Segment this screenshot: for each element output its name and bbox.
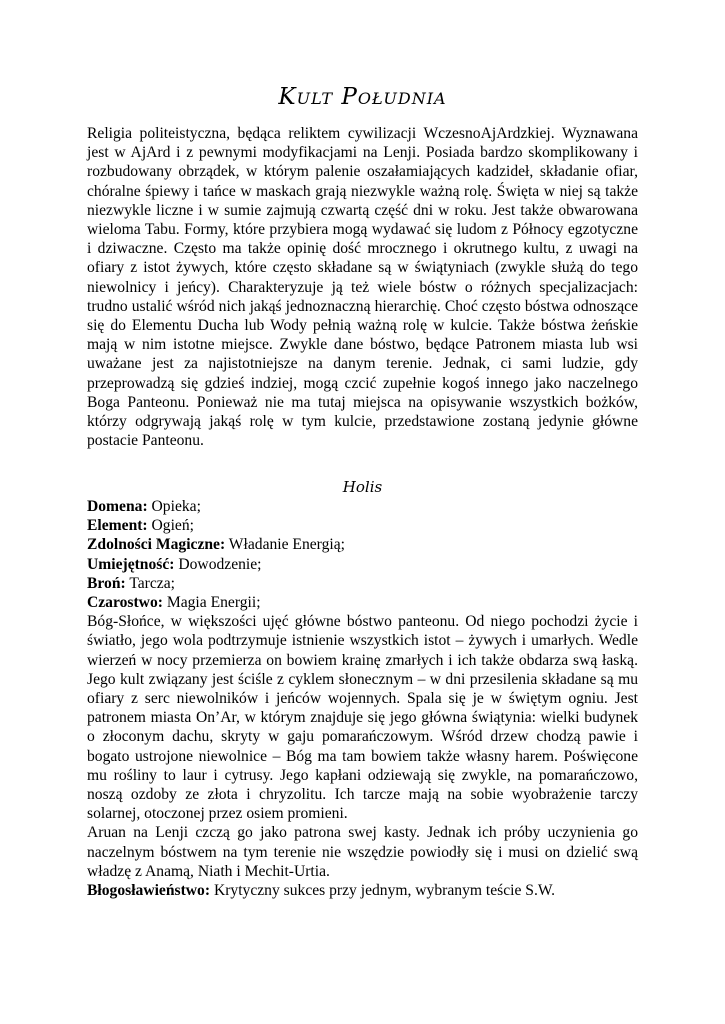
intro-paragraph: Religia politeistyczna, będąca reliktem cywilizacji WczesnoAjArdzkiej. Wyznawana jest w AjArd i z pewnymi modyfikacjami na Lenji. Posiada bardzo skomplikowany i rozbudowany obrządek, w którym palenie oszałamiających kadzideł, składanie ofiar, chóralne śpiewy i tańce w maskach grają niezwykle ważną rolę. Święta w niej są także niezwykle liczne i w sumie zajmują czwartą część dni w roku. Jest także obwarowana wieloma Tabu. Formy, które przybiera mogą wydawać się ludom z Północy egzotyczne i dziwaczne. Często ma także opinię dość mrocznego i okrutnego kultu, z uwagi na ofiary z istot żywych, które często składane są w świątyniach (zwykle służą do tego niewolnicy i jeńcy). Charakteryzuje ją też wiele bóstw o różnych specjalizacjach: trudno ustalić wśród nich jakąś jednoznaczną hierarchię. Choć często bóstwa odnoszące się do Elementu Ducha lub Wody pełnią ważną rolę w kulcie. Także bóstwa żeńskie mają w nim istotne miejsce. Zwykle dane bóstwo, będące Patronem miasta lub wsi uważane jest za najistotniejsze na danym terenie. Jednak, ci sami ludzie, gdy przeprowadzą się gdzieś indziej, mogą czcić zupełnie kogoś innego jako naczelnego Boga Panteonu. Ponieważ nie ma tutaj miejsca na opisywanie wszystkich bożków, którzy odgrywają jakąś rolę w tym kulcie, przedstawione zostaną jedynie główne postacie Panteonu. <box>87 125 638 450</box>
field-label: Zdolności Magiczne: <box>87 536 226 554</box>
field-value: Władanie Energią; <box>228 536 345 554</box>
field-skill <box>87 555 638 574</box>
field-label: Czarostwo: <box>87 594 163 612</box>
field-domain <box>87 497 638 516</box>
field-label: Domena: <box>87 498 148 515</box>
deity-description: Bóg-Słońce, w większości ujęć główne bóstwo panteonu. Od niego pochodzi życie i światło, jego wola podtrzymuje istnienie wszystkich istot – żywych i umarłych. Wedle wierzeń w nocy przemierza on bowiem krainę zmarłych i ich także obdarza swą łaską. Jego kult związany jest ściśle z cyklem słonecznym – w dni przesilenia składane są mu ofiary z serc niewolników i jeńców wojennych. Spala się je w świętym ogniu. Jest patronem miasta On’Ar, w którym znajduje się jego główna świątynia: wielki budynek o złoconym dachu, skryty w gaju pomarańczowym. Wśród drzew chodzą pawie i bogato ustrojone niewolnice – Bóg ma tam bowiem także własny harem. Poświęcone mu rośliny to laur i cytrusy. Jego kapłani odziewają się zwykle, na pomarańczowo, noszą ozdoby ze złota i chryzolitu. Ich tarcze mają na sobie wyobrażenie tarczy solarnej, otoczonej przez osiem promieni. <box>87 613 638 823</box>
field-label: Element: <box>87 517 148 535</box>
field-value: Tarcza; <box>129 574 175 592</box>
field-weapon <box>87 574 638 593</box>
deity-name-heading: Holis <box>342 478 383 496</box>
field-value: Dowodzenie; <box>178 555 262 573</box>
field-label: Umiejętność: <box>87 555 175 573</box>
deity-section <box>87 497 638 900</box>
field-value: Krytyczny sukces przy jednym, wybranym teście S.W. <box>213 882 556 900</box>
field-magic-abilities <box>87 535 638 554</box>
page-title: Kult Południa <box>278 84 447 110</box>
field-label: Błogosławieństwo: <box>87 882 211 900</box>
field-value: Ogień; <box>151 517 194 535</box>
field-label: Broń: <box>87 574 126 592</box>
field-blessing <box>87 881 638 900</box>
deity-description-continued: Aruan na Lenji czczą go jako patrona swej kasty. Jednak ich próby uczynienia go naczelnym bóstwem na tym terenie nie wszędzie powiodły się i musi on dzielić swą władzę z Anamą, Niath i Mechit-Urtia. <box>87 824 638 880</box>
field-element <box>87 516 638 535</box>
field-sorcery <box>87 593 638 612</box>
field-value: Opieka; <box>151 498 201 515</box>
field-value: Magia Energii; <box>166 594 261 612</box>
